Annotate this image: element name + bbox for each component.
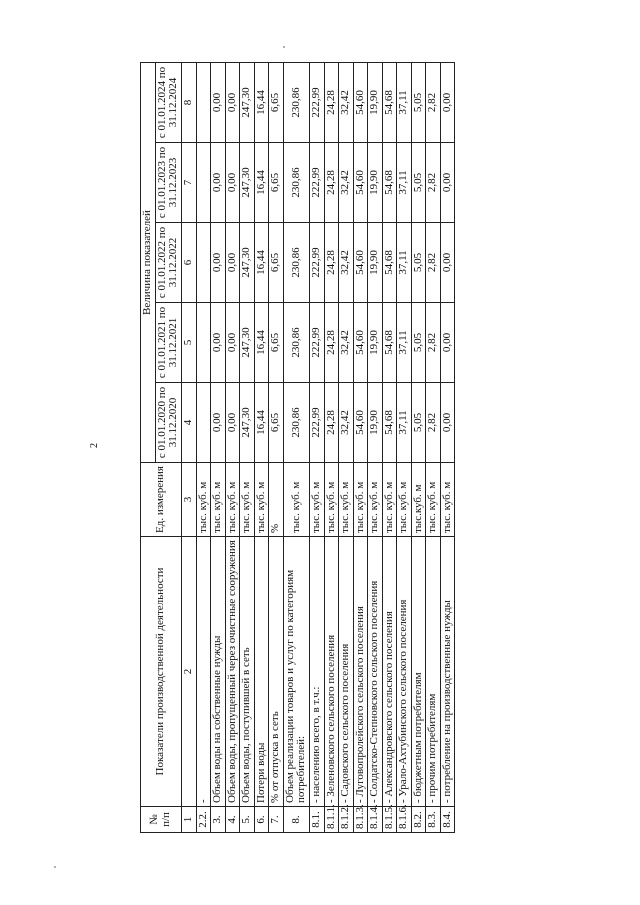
row-value: 0,00 — [211, 303, 226, 383]
row-value: 5,05 — [411, 303, 426, 383]
row-number: 8.1.5. — [382, 807, 397, 833]
row-value: 0,00 — [225, 223, 240, 303]
row-indicator: Объем воды на собственные нужды — [211, 537, 226, 807]
row-indicator: - Урало-Ахтубинского сельского поселения — [397, 537, 412, 807]
row-value: 0,00 — [211, 223, 226, 303]
row-unit: тыс. куб. м — [196, 463, 211, 537]
row-value: 54,60 — [353, 383, 368, 463]
row-value: 19,90 — [368, 303, 383, 383]
page-number: 2 — [89, 443, 100, 448]
row-value: 19,90 — [368, 63, 383, 143]
row-value: 24,28 — [324, 143, 339, 223]
row-value: 54,60 — [353, 223, 368, 303]
row-number: 8.1.1. — [324, 807, 339, 833]
row-value: 5,05 — [411, 143, 426, 223]
row-number: 4. — [225, 807, 240, 833]
row-unit: тыс. куб. м — [324, 463, 339, 537]
row-value: 19,90 — [368, 143, 383, 223]
row-unit: тыс. куб. м — [397, 463, 412, 537]
row-value: 222,99 — [310, 223, 325, 303]
row-value: 222,99 — [310, 303, 325, 383]
row-number: 8.4. — [440, 807, 455, 833]
row-value: 0,00 — [225, 383, 240, 463]
row-value: 230,86 — [283, 143, 309, 223]
row-value: 37,11 — [397, 63, 412, 143]
table-row — [196, 63, 211, 833]
row-number: 5. — [240, 807, 255, 833]
row-value: 5,05 — [411, 223, 426, 303]
row-value: 54,68 — [382, 303, 397, 383]
row-value: 2,82 — [426, 223, 441, 303]
table-row — [269, 63, 284, 833]
row-unit: тыс. куб. м — [426, 463, 441, 537]
row-value: 0,00 — [440, 303, 455, 383]
row-value: 222,99 — [310, 383, 325, 463]
row-indicator: - Зеленовского сельского поселения — [324, 537, 339, 807]
row-value: 0,00 — [440, 383, 455, 463]
header-group: Величина показателей — [141, 63, 156, 463]
table-row — [324, 63, 339, 833]
row-unit: % — [269, 463, 284, 537]
row-indicator: Потери воды — [254, 537, 269, 807]
row-unit: тыс. куб. м — [240, 463, 255, 537]
row-unit: тыс. куб. м — [211, 463, 226, 537]
row-indicator: - Садовского сельского поселения — [339, 537, 354, 807]
row-value: 16,44 — [254, 383, 269, 463]
row-unit: тыс. куб. м — [310, 463, 325, 537]
table-body — [196, 63, 455, 833]
row-value: 37,11 — [397, 383, 412, 463]
row-value: 54,60 — [353, 303, 368, 383]
table-row — [339, 63, 354, 833]
row-value: 0,00 — [440, 223, 455, 303]
row-value: 54,60 — [353, 143, 368, 223]
row-value: 16,44 — [254, 223, 269, 303]
row-value: 19,90 — [368, 223, 383, 303]
table-row — [382, 63, 397, 833]
row-value: 16,44 — [254, 143, 269, 223]
row-value: 0,00 — [225, 303, 240, 383]
row-value: 32,42 — [339, 303, 354, 383]
row-value: 0,00 — [211, 143, 226, 223]
row-unit: тыс. куб. м — [254, 463, 269, 537]
row-value: 0,00 — [440, 63, 455, 143]
column-index-cell: 6 — [181, 223, 196, 303]
row-value: 2,82 — [426, 383, 441, 463]
header-row-1 — [141, 63, 156, 833]
row-value: 24,28 — [324, 383, 339, 463]
row-value: 5,05 — [411, 383, 426, 463]
row-value: 32,42 — [339, 223, 354, 303]
row-value: 24,28 — [324, 223, 339, 303]
column-index-row — [181, 63, 196, 833]
row-value — [196, 63, 211, 143]
table-row — [254, 63, 269, 833]
row-number: 8.1.4. — [368, 807, 383, 833]
row-value: 19,90 — [368, 383, 383, 463]
row-indicator: - Солдатско-Степновского сельского поселения — [368, 537, 383, 807]
row-number: 6. — [254, 807, 269, 833]
table-row — [397, 63, 412, 833]
row-unit: тыс. куб. м — [225, 463, 240, 537]
table-row — [411, 63, 426, 833]
row-number: 8.1. — [310, 807, 325, 833]
row-value: 32,42 — [339, 63, 354, 143]
row-value — [196, 303, 211, 383]
row-value — [196, 223, 211, 303]
row-value: 2,82 — [426, 303, 441, 383]
row-indicator: - потребление на производственные нужды — [440, 537, 455, 807]
row-unit: тыс. куб. м — [283, 463, 309, 537]
column-index-cell: 8 — [181, 63, 196, 143]
row-value: 0,00 — [225, 63, 240, 143]
row-unit: тыс. куб. м — [440, 463, 455, 537]
column-index-cell: 5 — [181, 303, 196, 383]
row-indicator: - прочим потребителям — [426, 537, 441, 807]
column-index-cell: 3 — [181, 463, 196, 537]
header-period: с 01.01.2022 по 31.12.2022 — [155, 223, 181, 303]
production-indicators-table — [140, 62, 455, 833]
row-value: 6,65 — [269, 63, 284, 143]
row-unit: тыс. куб. м — [382, 463, 397, 537]
row-value: 2,82 — [426, 143, 441, 223]
row-value: 32,42 — [339, 143, 354, 223]
row-indicator: Объем реализации товаров и услуг по категориям потребителей: — [283, 537, 309, 807]
header-period: с 01.01.2023 по 31.12.2023 — [155, 143, 181, 223]
table-row — [310, 63, 325, 833]
row-value: 247,30 — [240, 63, 255, 143]
table-row — [225, 63, 240, 833]
row-value: 54,68 — [382, 143, 397, 223]
table-row — [353, 63, 368, 833]
table-container — [140, 63, 535, 833]
row-value: 247,30 — [240, 303, 255, 383]
row-value: 32,42 — [339, 383, 354, 463]
row-value: 0,00 — [440, 143, 455, 223]
row-value: 0,00 — [225, 143, 240, 223]
row-number: 8.2. — [411, 807, 426, 833]
row-indicator: - — [196, 537, 211, 807]
row-value: 0,00 — [211, 63, 226, 143]
row-value: 16,44 — [254, 303, 269, 383]
row-value: 0,00 — [211, 383, 226, 463]
scan-speck — [283, 46, 285, 48]
header-period: с 01.01.2021 по 31.12.2021 — [155, 303, 181, 383]
row-value: 247,30 — [240, 383, 255, 463]
row-value: 247,30 — [240, 143, 255, 223]
row-value: 5,05 — [411, 63, 426, 143]
row-number: 3. — [211, 807, 226, 833]
table-row — [440, 63, 455, 833]
row-value: 24,28 — [324, 303, 339, 383]
row-indicator: - Луговопролейского сельского поселения — [353, 537, 368, 807]
table-row — [240, 63, 255, 833]
row-unit: тыс. куб. м — [368, 463, 383, 537]
row-number: 8.3. — [426, 807, 441, 833]
table-row — [426, 63, 441, 833]
column-index-cell: 4 — [181, 383, 196, 463]
row-value: 6,65 — [269, 303, 284, 383]
header-period: с 01.01.2024 по 31.12.2024 — [155, 63, 181, 143]
row-value: 54,60 — [353, 63, 368, 143]
header-unit: Ед. измерения — [141, 463, 182, 537]
row-value — [196, 143, 211, 223]
row-value: 230,86 — [283, 223, 309, 303]
header-period: с 01.01.2020 по 31.12.2020 — [155, 383, 181, 463]
column-index-cell: 2 — [181, 537, 196, 807]
row-unit: тыс. куб. м — [353, 463, 368, 537]
row-value: 6,65 — [269, 223, 284, 303]
column-index-cell: 7 — [181, 143, 196, 223]
rotated-page-area — [140, 63, 535, 833]
row-value: 54,68 — [382, 223, 397, 303]
row-value: 247,30 — [240, 223, 255, 303]
row-value: 16,44 — [254, 63, 269, 143]
table-row — [283, 63, 309, 833]
row-number: 8.1.2. — [339, 807, 354, 833]
row-number: 8.1.6. — [397, 807, 412, 833]
row-indicator: - бюджетным потребителям — [411, 537, 426, 807]
row-value: 6,65 — [269, 383, 284, 463]
row-indicator: Объем воды, поступившей в сеть — [240, 537, 255, 807]
row-value: 54,68 — [382, 63, 397, 143]
table-row — [211, 63, 226, 833]
column-index-cell: 1 — [181, 807, 196, 833]
row-value: 2,82 — [426, 63, 441, 143]
row-value: 54,68 — [382, 383, 397, 463]
header-num: № п/п — [141, 807, 182, 833]
row-value — [196, 383, 211, 463]
row-number: 8.1.3. — [353, 807, 368, 833]
row-value: 6,65 — [269, 143, 284, 223]
row-indicator: Объем воды, пропущенный через очистные сооружения — [225, 537, 240, 807]
row-value: 37,11 — [397, 303, 412, 383]
table-row — [368, 63, 383, 833]
row-indicator: - населению всего, в т.ч.: — [310, 537, 325, 807]
row-value: 37,11 — [397, 223, 412, 303]
row-number: 7. — [269, 807, 284, 833]
row-value: 37,11 — [397, 143, 412, 223]
row-unit: тыс.куб. м — [411, 463, 426, 537]
header-indicator: Показатели производственной деятельности — [141, 537, 182, 807]
row-indicator: % от отпуска в сеть — [269, 537, 284, 807]
row-value: 230,86 — [283, 303, 309, 383]
row-number: 2.2. — [196, 807, 211, 833]
row-number: 8. — [283, 807, 309, 833]
row-value: 230,86 — [283, 383, 309, 463]
row-value: 230,86 — [283, 63, 309, 143]
row-unit: тыс. куб. м — [339, 463, 354, 537]
row-indicator: - Александровского сельского поселения — [382, 537, 397, 807]
row-value: 222,99 — [310, 143, 325, 223]
row-value: 222,99 — [310, 63, 325, 143]
scan-speck — [54, 866, 56, 868]
row-value: 24,28 — [324, 63, 339, 143]
